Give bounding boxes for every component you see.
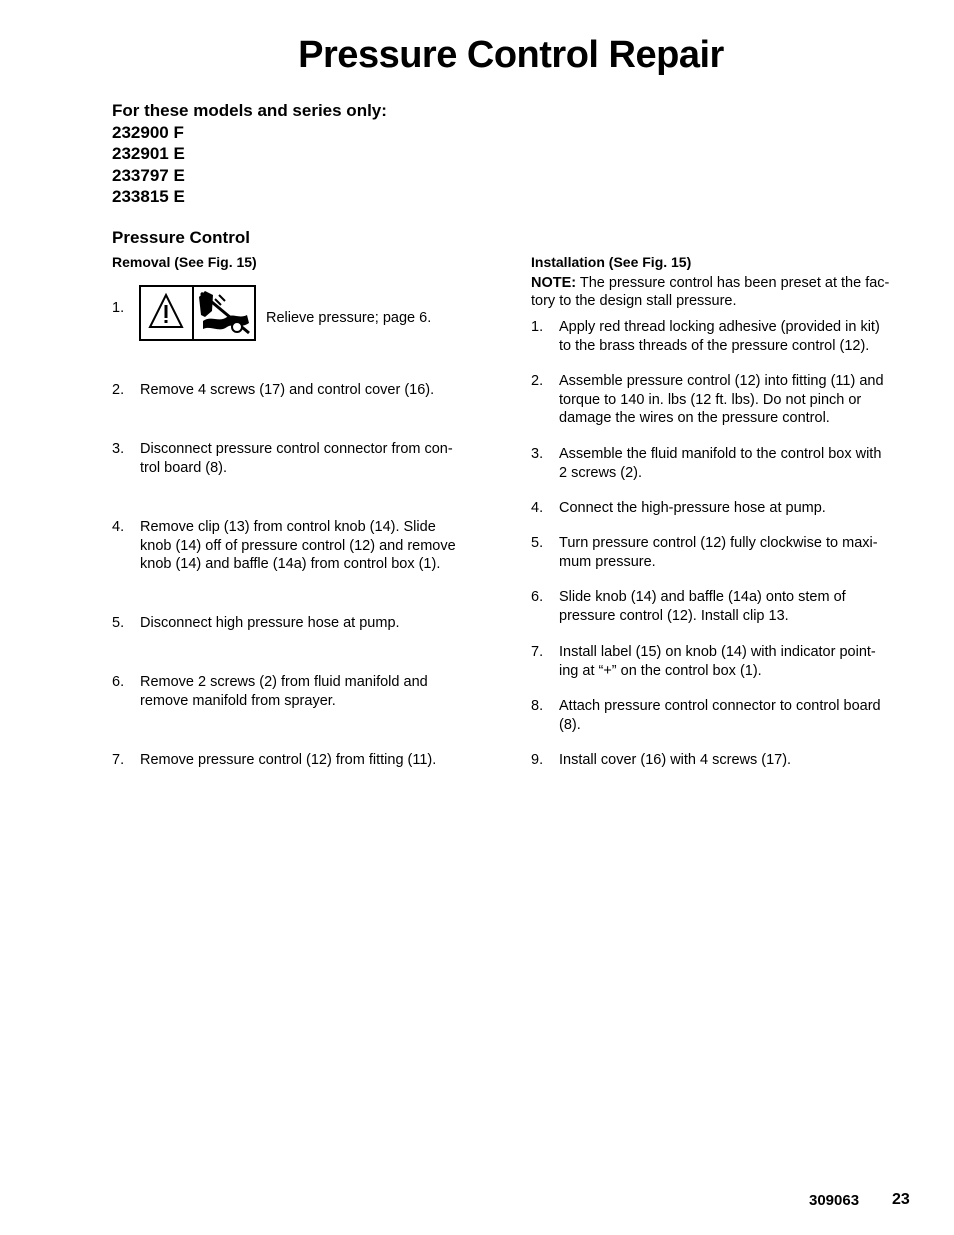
- step-text-line: remove manifold from sprayer.: [140, 692, 336, 709]
- step-number: 2.: [112, 382, 125, 398]
- doc-number: 309063: [809, 1192, 860, 1209]
- removal-step-2: [112, 381, 492, 401]
- step-number: 1.: [531, 319, 544, 335]
- step-text-line: Install label (15) on knob (14) with indicator point-: [559, 644, 876, 660]
- step-text-line: Disconnect pressure control connector from con-: [140, 441, 453, 457]
- note-text: tory to the design stall pressure.: [531, 292, 737, 309]
- installation-step-9: [531, 751, 926, 771]
- step-text-line: Attach pressure control connector to control board: [559, 698, 881, 714]
- step-number: 7.: [531, 644, 544, 660]
- models-block: [112, 100, 387, 208]
- step-text-line: Assemble pressure control (12) into fitting (11) and: [559, 373, 884, 389]
- step-number: 9.: [531, 752, 544, 768]
- step-number: 7.: [112, 752, 125, 768]
- installation-step-8: [531, 697, 926, 737]
- step-number: 5.: [531, 535, 544, 551]
- removal-step-5: [112, 614, 492, 634]
- installation-step-4: [531, 499, 926, 519]
- removal-step-1-text: [266, 309, 466, 329]
- step-number: 3.: [531, 446, 544, 462]
- step-text-line: (8).: [559, 716, 581, 733]
- warning-symbol-box: [139, 285, 256, 341]
- step-number: 4.: [112, 519, 125, 535]
- removal-step-3: [112, 440, 492, 480]
- removal-step-7: [112, 751, 492, 771]
- step-text-line: knob (14) and baffle (14a) from control box (1).: [140, 556, 441, 572]
- note-label: NOTE:: [531, 275, 577, 291]
- step-text-line: trol board (8).: [140, 459, 228, 476]
- step-text: Relieve pressure; page 6.: [266, 310, 432, 326]
- step-text: Remove 4 screws (17) and control cover (16).: [140, 382, 435, 398]
- installation-heading: Installation (See Fig. 15): [531, 254, 692, 270]
- section-title: Pressure Control: [112, 228, 250, 247]
- step-text-line: Slide knob (14) and baffle (14a) onto stem of: [559, 589, 846, 605]
- step-number: 3.: [112, 441, 125, 457]
- step-text-line: torque to 140 in. lbs (12 ft. lbs). Do not pinch or: [559, 391, 862, 408]
- model-item: 232901 E: [112, 144, 185, 163]
- installation-step-7: [531, 643, 926, 683]
- step-number: 2.: [531, 373, 544, 389]
- model-item: 233797 E: [112, 165, 185, 185]
- installation-step-6: [531, 588, 926, 628]
- step-text: Connect the high-pressure hose at pump.: [559, 500, 826, 516]
- installation-step-5: [531, 534, 926, 574]
- removal-heading: Removal (See Fig. 15): [112, 254, 257, 270]
- step-number: 1.: [112, 300, 125, 316]
- installation-note: [531, 275, 921, 310]
- step-number: 8.: [531, 698, 544, 714]
- step-text-line: ing at “+” on the control box (1).: [559, 662, 762, 679]
- removal-step-4: [112, 518, 492, 576]
- step-text-line: Apply red thread locking adhesive (provided in kit): [559, 319, 880, 335]
- step-text-line: knob (14) off of pressure control (12) and remove: [140, 537, 456, 554]
- step-text-line: Remove 2 screws (2) from fluid manifold and: [140, 674, 428, 690]
- step-text-line: to the brass threads of the pressure control (12).: [559, 337, 870, 354]
- model-item: 233815 E: [112, 187, 185, 206]
- model-item: 232900 F: [112, 122, 184, 142]
- step-text-line: Assemble the fluid manifold to the control box with: [559, 446, 882, 462]
- page-number: 23: [892, 1191, 910, 1208]
- step-text: Disconnect high pressure hose at pump.: [140, 615, 400, 631]
- note-text: The pressure control has been preset at the fac-: [576, 275, 890, 291]
- installation-step-2: [531, 372, 926, 430]
- removal-step-6: [112, 673, 492, 713]
- step-number: 6.: [112, 674, 125, 690]
- step-text-line: damage the wires on the pressure control.: [559, 410, 830, 426]
- step-text-line: mum pressure.: [559, 553, 656, 570]
- models-heading: For these models and series only:: [112, 101, 387, 120]
- step-number: 6.: [531, 589, 544, 605]
- step-text: Install cover (16) with 4 screws (17).: [559, 752, 792, 768]
- installation-step-3: [531, 445, 926, 485]
- page-title: Pressure Control Repair: [298, 34, 724, 76]
- step-number: 4.: [531, 500, 544, 516]
- step-text: Remove pressure control (12) from fitting (11).: [140, 752, 437, 768]
- step-number: 5.: [112, 615, 125, 631]
- step-text-line: Remove clip (13) from control knob (14). Slide: [140, 519, 436, 535]
- step-text-line: pressure control (12). Install clip 13.: [559, 607, 789, 624]
- step-text-line: Turn pressure control (12) fully clockwise to maxi-: [559, 535, 878, 551]
- step-text-line: 2 screws (2).: [559, 464, 642, 481]
- installation-step-1: [531, 318, 926, 358]
